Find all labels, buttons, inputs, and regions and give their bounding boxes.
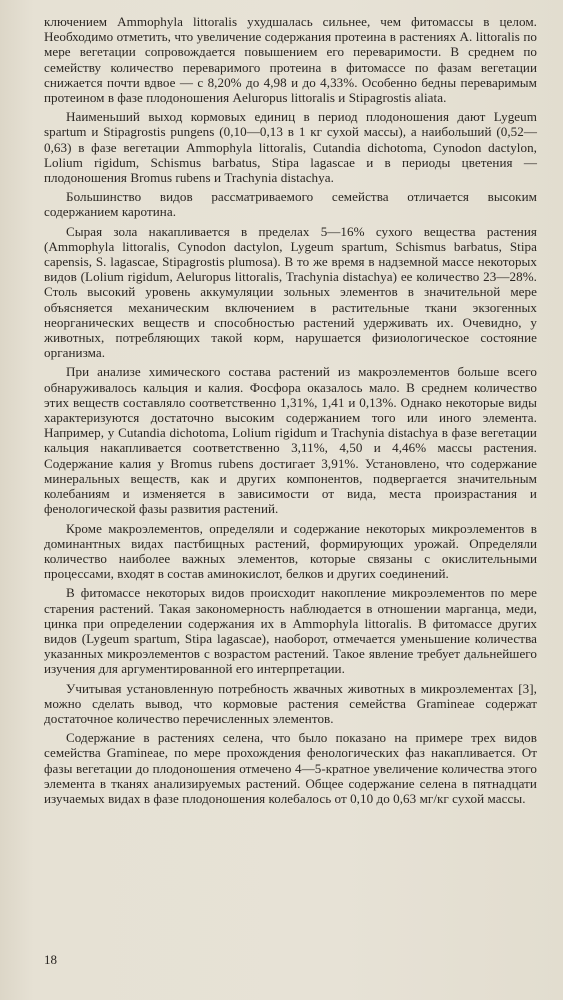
- paragraph-feed-units: Наименьший выход кормовых единиц в период плодоношения дают Lygeum spartum и Stipagrostis pungens (0,10—0,13 в 1 кг сухой массы), а наибольший (0,52—0,63) в фазе вегетации Ammophyla littoralis, Cutandia dichotoma, Cynodon dactylon, Lolium rigidum, Schismus barbatus, Stipa lagascae и в периоды цветения — плодоношения Bromus rubens и Trachynia distachya.: [44, 109, 537, 186]
- paragraph-protein: ключением Ammophyla littoralis ухудшалась сильнее, чем фитомассы в целом. Необходимо отметить, что увеличение содержания протеина в растениях A. littoralis по мере вегетации сопровождается повышением его переваримости. В среднем по семейству количество переваримого протеина в фитомассе по фазам вегетации снижается почти вдвое — с 8,20% до 4,98 и до 4,33%. Особенно бедны переваримым протеином в фазе плодоношения Aeluropus littoralis и Stipagrostis aliata.: [44, 14, 537, 106]
- paragraph-ash: Сырая зола накапливается в пределах 5—16% сухого вещества растения (Ammophyla littoralis, Cynodon dactylon, Lygeum spartum, Schismus barbatus, Stipa capensis, S. lagascae, Stipagrostis plumosa). В то же время в надземной массе некоторых видов (Lolium rigidum, Aeluropus littoralis, Trachynia distachya) ее количество 23—28%. Столь высокий уровень аккумуляции зольных элементов в значительной мере объясняется механическим включением в растительные ткани экзогенных неорганических веществ и способностью растений удерживать их. Очевидно, у животных, потребляющих такой корм, нарушается физиологическое состояние организма.: [44, 223, 537, 361]
- paragraph-accumulation: В фитомассе некоторых видов происходит накопление микроэлементов по мере старения растений. Такая закономерность наблюдается в отношении марганца, меди, цинка при определении содержания их в Ammophyla littoralis. В фитомассе других видов (Lygeum spartum, Stipa lagascae), наоборот, отмечается уменьшение количества указанных микроэлементов с возрастом растений. Такое явление требует дальнейшего изучения для аргументированной его интерпретации.: [44, 585, 537, 677]
- paragraph-macroelements: При анализе химического состава растений из макроэлементов больше всего обнаруживалось кальция и калия. Фосфора оказалось мало. В среднем количество этих веществ составляло соответственно 1,31%, 1,41 и 0,13%. Однако некоторые виды характеризуются достаточно высоким содержанием того или иного элемента. Например, у Cutandia dichotoma, Lolium rigidum и Trachynia distachya в фазе вегетации кальция накапливается соответственно 3,11%, 4,50 и 4,46% массы растения. Содержание калия у Bromus rubens достигает 3,91%. Установлено, что содержание минеральных веществ, как и других компонентов, подвергается значительным колебаниям и изменяется в зависимости от вида, места произрастания и фенологической фазы развития растений.: [44, 364, 537, 517]
- paragraph-carotene: Большинство видов рассматриваемого семейства отличается высоким содержанием каротина.: [44, 189, 537, 220]
- page-number: 18: [44, 952, 57, 967]
- paragraph-selenium: Содержание в растениях селена, что было показано на примере трех видов семейства Gramineae, по мере прохождения фенологических фаз накапливается. От фазы вегетации до плодоношения отмечено 4—5-кратное увеличение количества этого элемента в тканях анализируемых растений. Общее содержание селена в пятнадцати изучаемых видах в фазе плодоношения колебалось от 0,10 до 0,63 мг/кг сухой массы.: [44, 730, 537, 806]
- paragraph-ruminants: Учитывая установленную потребность жвачных животных в микроэлементах [3], можно сделать вывод, что кормовые растения семейства Gramineae содержат достаточное количество перечисленных элементов.: [44, 680, 537, 726]
- paragraph-microelements: Кроме макроэлементов, определяли и содержание некоторых микроэлементов в доминантных видах пастбищных растений, формирующих урожай. Определяли количество наиболее важных элементов, которые связаны с окислительными процессами, входят в состав аминокислот, белков и других соединений.: [44, 520, 537, 582]
